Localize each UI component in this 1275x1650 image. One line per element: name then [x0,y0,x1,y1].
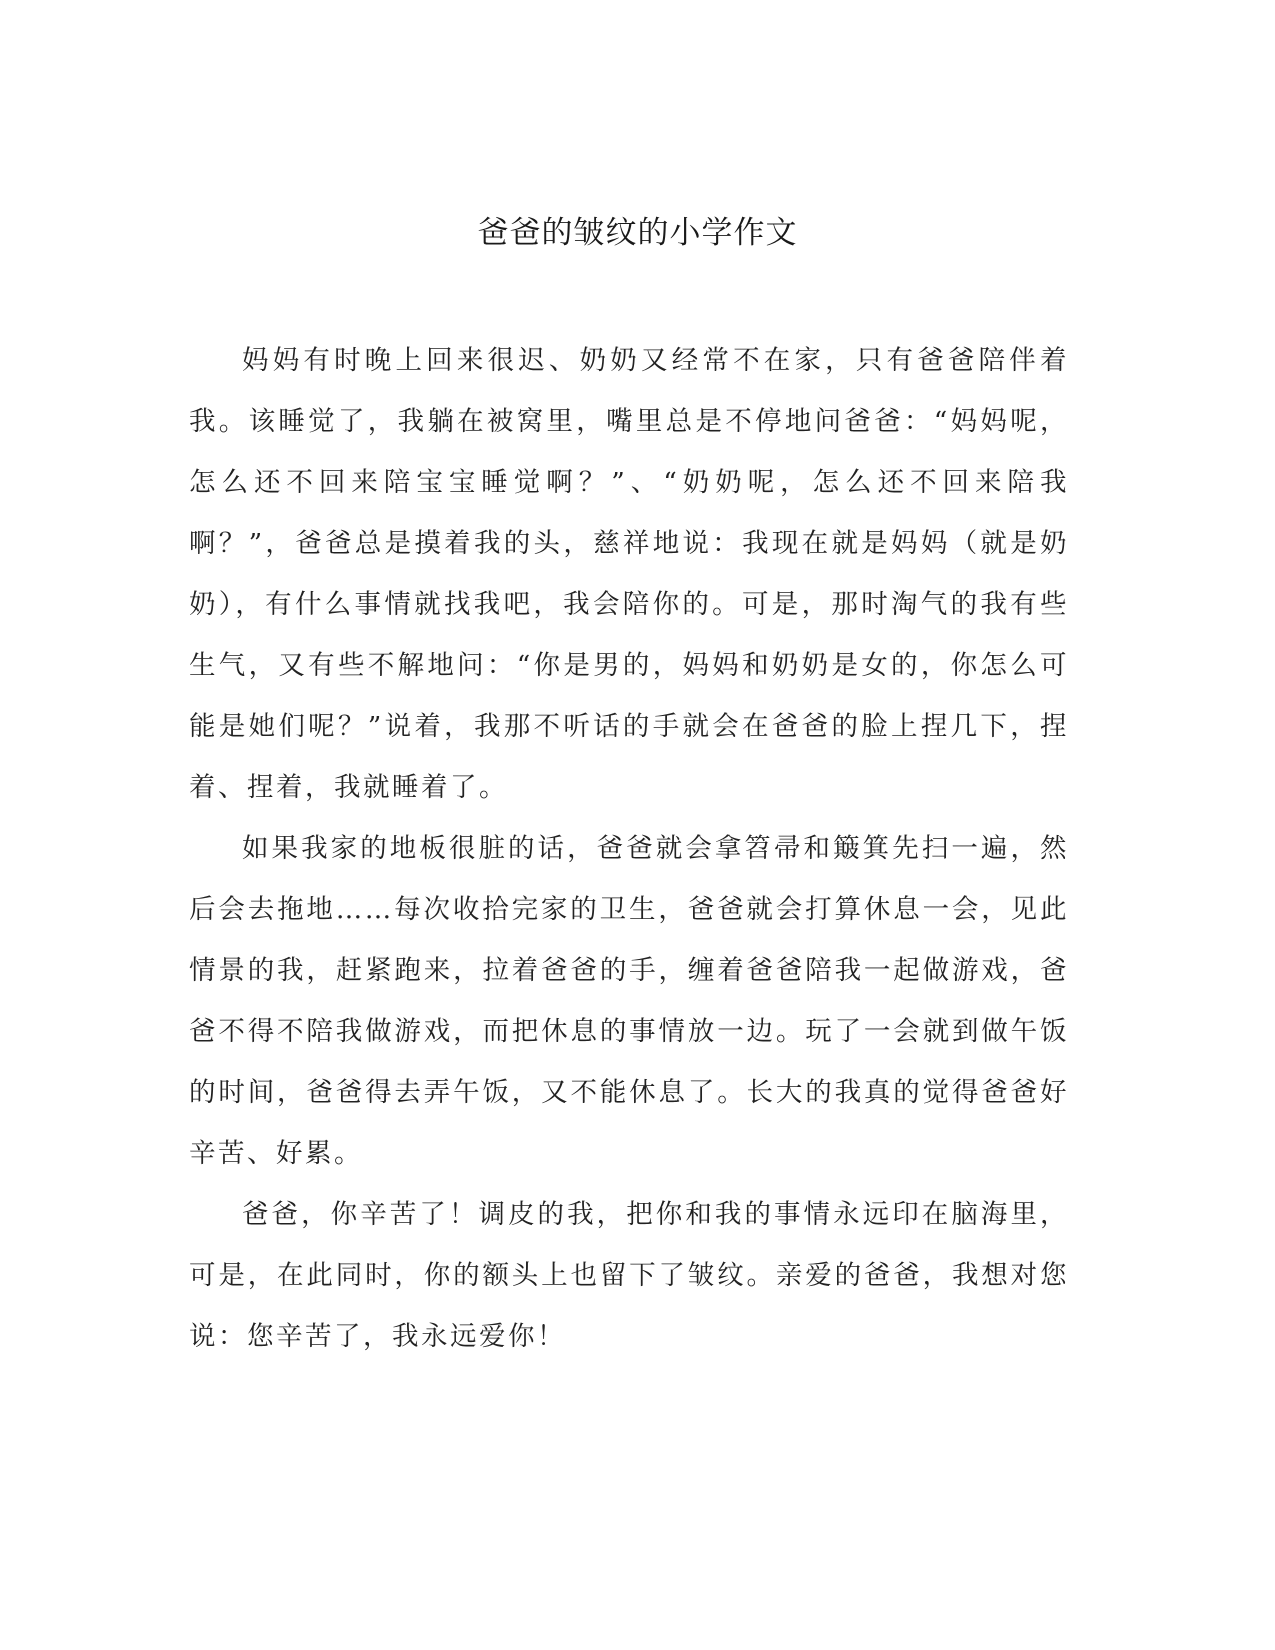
paragraph-1: 妈妈有时晚上回来很迟、奶奶又经常不在家，只有爸爸陪伴着我。该睡觉了，我躺在被窝里，嘴里总是不停地问爸爸：“妈妈呢，怎么还不回来陪宝宝睡觉啊？”、“奶奶呢，怎么还不回来陪我啊？”，爸爸总是摸着我的头，慈祥地说：我现在就是妈妈（就是奶奶），有什么事情就找我吧，我会陪你的。可是，那时淘气的我有些生气，又有些不解地问：“你是男的，妈妈和奶奶是女的，你怎么可能是她们呢？”说着，我那不听话的手就会在爸爸的脸上捏几下，捏着、捏着，我就睡着了。 [189,345,1069,803]
paragraph-3: 爸爸，你辛苦了！调皮的我，把你和我的事情永远印在脑海里，可是，在此同时，你的额头上也留下了皱纹。亲爱的爸爸，我想对您说：您辛苦了，我永远爱你！ [189,1199,1069,1352]
essay-body [189,330,1069,1367]
paragraph-2: 如果我家的地板很脏的话，爸爸就会拿笤帚和簸箕先扫一遍，然后会去拖地……每次收拾完家的卫生，爸爸就会打算休息一会，见此情景的我，赶紧跑来，拉着爸爸的手，缠着爸爸陪我一起做游戏，爸爸不得不陪我做游戏，而把休息的事情放一边。玩了一会就到做午饭的时间，爸爸得去弄午饭，又不能休息了。长大的我真的觉得爸爸好辛苦、好累。 [189,833,1069,1169]
document-title: 爸爸的皱纹的小学作文 [477,215,798,251]
